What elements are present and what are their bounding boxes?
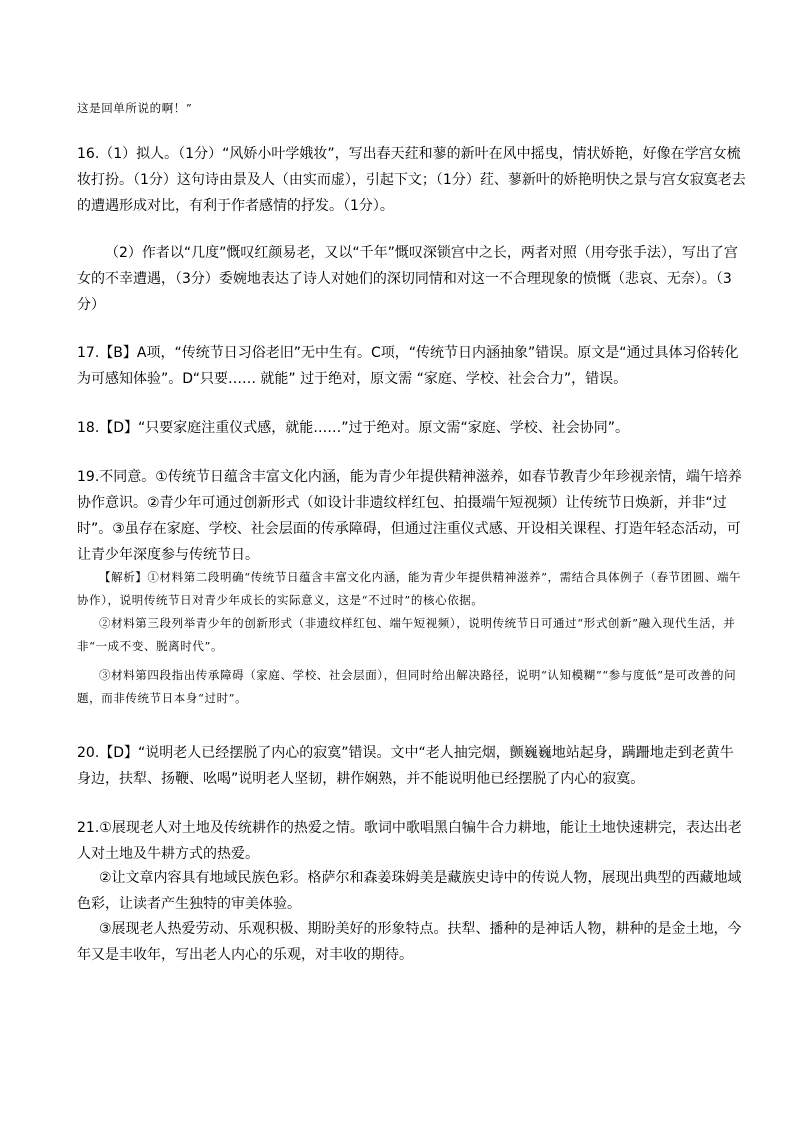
- answer-16-part2: （2）作者以“几度”慨叹红颜易老，又以“千年”慨叹深锁宫中之长，两者对照（用夸张手法），写出了宫女的不幸遭遇，（3分）委婉地表达了诗人对她们的深切同情和对这一不合理现象的愤慨（悲哀、无奈）。（3分）: [77, 245, 738, 313]
- answer-17: 17.【B】A项，“传统节日习俗老旧”无中生有。C项，“传统节日内涵抽象”错误。原文是“通过具体习俗转化为可感知体验”。D“只要…… 就能” 过于绝对，原文需 “家庭、学校、社会合力”，错误。: [77, 345, 739, 387]
- answer-20: 20.【D】“说明老人已经摆脱了内心的寂寞”错误。文中“老人抽完烟，颤巍巍地站起身，蹒跚地走到老黄牛身边，扶犁、扬鞭、吆喝”说明老人坚韧，耕作娴熟，并不能说明他已经摆脱了内心的寂寞。: [77, 745, 734, 787]
- answer-19-analysis-3: ③材料第四段指出传承障碍（家庭、学校、社会层面），但同时给出解决路径，说明“认知模糊”“参与度低”是可改善的问题，而非传统节日本身“过时”。: [77, 668, 737, 705]
- text-line-closing-quote: 这是回单所说的啊！”: [77, 101, 193, 115]
- answer-21-point2: ②让文章内容具有地域民族色彩。格萨尔和森姜珠姆美是藏族史诗中的传说人物，展现出典型的西藏地域色彩，让读者产生独特的审美体验。: [77, 870, 742, 912]
- answer-18: 18.【D】“只要家庭注重仪式感，就能……”过于绝对。原文需“家庭、学校、社会协同”。: [77, 420, 630, 436]
- answer-16-part1: 16.（1）拟人。（1分）“风娇小叶学娥妆”，写出春天荭和蓼的新叶在风中摇曳，情状娇艳，好像在学宫女梳妆打扮。（1分）这句诗由景及人（由实而虚），引起下文；（1分）荭、蓼新叶的娇艳明快之景与宫女寂寞老去的遭遇形成对比，有利于作者感情的抒发。（1分）。: [77, 146, 746, 214]
- answer-19: 19.不同意。①传统节日蕴含丰富文化内涵，能为青少年提供精神滋养，如春节教青少年珍视亲情，端午培养协作意识。②青少年可通过创新形式（如设计非遗纹样红包、拍摄端午短视频）让传统节日焕新，并非“过时”。③虽存在家庭、学校、社会层面的传承障碍，但通过注重仪式感、开设相关课程、打造年轻态活动，可让青少年深度参与传统节日。: [77, 469, 742, 563]
- answer-19-analysis-2: ②材料第三段列举青少年的创新形式（非遗纹样红包、端午短视频），说明传统节日可通过“形式创新”融入现代生活，并非“一成不变、脱离时代”。: [77, 616, 736, 653]
- answer-21-point3: ③展现老人热爱劳动、乐观积极、期盼美好的形象特点。扶犁、播种的是神话人物，耕种的是金土地，今年又是丰收年，写出老人内心的乐观，对丰收的期待。: [77, 921, 742, 963]
- answer-19-analysis-1: 【解析】①材料第二段明确“传统节日蕴含丰富文化内涵，能为青少年提供精神滋养”，需结合具体例子（春节团圆、端午协作），说明传统节日对青少年成长的实际意义，这是“不过时”的核心依据。: [77, 570, 742, 607]
- answer-21-point1: 21.①展现老人对土地及传统耕作的热爱之情。歌词中歌唱黑白犏牛合力耕地，能让土地快速耕完，表达出老人对土地及牛耕方式的热爱。: [77, 820, 742, 862]
